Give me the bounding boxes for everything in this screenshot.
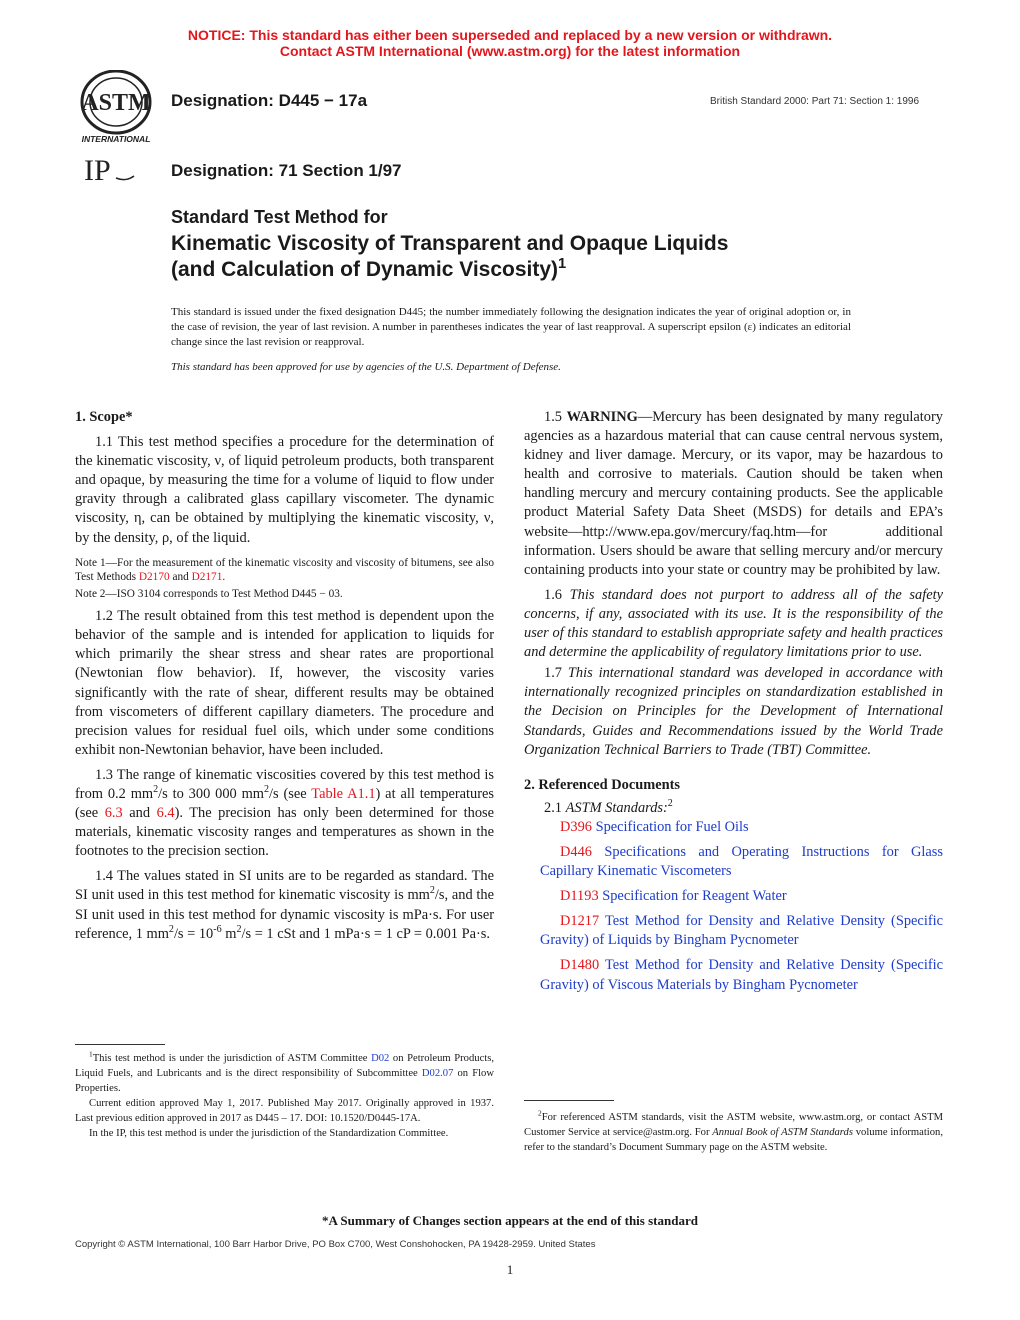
- para-1-4: 1.4 The values stated in SI units are to be regarded as standard. The SI unit used in this test method for kinematic viscosity is $mm^2/s$, and the SI unit used in this test method for dynamic viscosity is mPa·s. For user reference, 1 $mm^2/s = 10^{-6}$ $m^2/s = 1$ cSt and 1 mPa·s = 1 cP = 0.001 Pa·s.: [75, 868, 494, 942]
- title-line-3: (and Calculation of Dynamic Viscosity)$^1$: [171, 256, 567, 281]
- link-6-3[interactable]: 6.3: [104, 805, 123, 822]
- para-1-7: 1.7 This international standard was developed in accordance with internationally recognized principles on standardization established in the Decision on Principles for the Development of International Standards, Guides and Recommendations issued by the World Trade Organization Technical Barriers to Trade (TBT) Committee.: [524, 665, 943, 758]
- footnote-2: $^2$For referenced ASTM standards, visit the ASTM website, www.astm.org, or contact ASTM Customer Service at service@astm.org. For Annual Book of ASTM Standards volume information, refer to the standard’s Document Summary page on the ASTM website.: [524, 1108, 943, 1153]
- designation: Designation: D445 − 17a: [171, 91, 368, 110]
- referenced-documents-list: [524, 818, 943, 995]
- para-2-1: 2.1 ASTM Standards:$^2$: [544, 797, 673, 816]
- para-1-2: 1.2 The result obtained from this test method is dependent upon the behavior of the sample and is intended for application to liquids for which primarily the shear stress and shear rates are proportional (Newtonian flow behavior). If, however, the viscosity varies significantly with the rate of shear, different results may be obtained from viscometers of different capillary diameters. The procedure and precision values for residual fuel oils, which under some conditions exhibit non-Newtonian behavior, have been included.: [75, 608, 494, 758]
- note-2: Note 2—ISO 3104 corresponds to Test Method D445 − 03.: [75, 587, 343, 600]
- svg-text:INTERNATIONAL: INTERNATIONAL: [81, 134, 151, 144]
- list-item[interactable]: D1193 Specification for Reagent Water: [560, 888, 787, 905]
- title-line-1: Standard Test Method for: [171, 207, 388, 227]
- para-1-3: 1.3 The range of kinematic viscosities covered by this test method is from 0.2 $mm^2/s$ to 300 000 $mm^2/s$ (see Table A1.1) at all temperatures (see 6.3 and 6.4). The precision has only been determined for those materials, kinematic viscosity ranges and temperatures as shown in the footnotes to the precision section.: [75, 766, 495, 860]
- notice-line-2: Contact ASTM International (www.astm.org) for the latest information: [279, 43, 741, 59]
- para-1-5: 1.5 WARNING—Mercury has been designated by many regulatory agencies as a hazardous material that can cause central nervous system, kidney and liver damage. Mercury, or its vapor, may be hazardous to health and corrosive to materials. Caution should be taken when handling mercury and mercury containing products. See the applicable product Material Safety Data Sheet (MSDS) for details and EPA’s website—http://www.epa.gov/mercury/faq.htm—for additional information. Users should be aware that selling mercury and/or mercury containing products into your state or country may be prohibited by law.: [524, 409, 943, 578]
- ip-designation: Designation: 71 Section 1/97: [171, 161, 402, 180]
- link-6-4[interactable]: 6.4: [156, 805, 175, 822]
- svg-text:IP: IP: [84, 154, 111, 187]
- svg-text:ASTM: ASTM: [81, 90, 151, 116]
- preamble-issued: This standard is issued under the fixed designation D445; the number immediately following the designation indicates the year of original adoption or, in the case of revision, the year of last revision. A number in parentheses indicates the year of last reapproval. A superscript epsilon (ε) indicates an editorial change since the last revision or reapproval.: [171, 306, 851, 348]
- notice-line-1: NOTICE: This standard has either been superseded and replaced by a new version or withdrawn.: [187, 27, 833, 43]
- link-table-a1-1[interactable]: Table A1.1: [311, 786, 376, 802]
- astm-logo: [70, 70, 162, 148]
- link-d02[interactable]: D02: [371, 1053, 390, 1064]
- right-column: [524, 408, 943, 995]
- para-1-6: 1.6 This standard does not purport to address all of the safety concerns, if any, associated with its use. It is the responsibility of the user of this standard to establish appropriate safety and health practices and determine the applicability of regulatory limitations prior to use.: [524, 586, 943, 661]
- link-d2170[interactable]: D2170: [138, 571, 170, 584]
- note-1: Note 1—For the measurement of the kinematic viscosity and viscosity of bitumens, see also Test Methods D2170 and D2171.: [75, 556, 494, 584]
- british-standard: British Standard 2000: Part 71: Section 1: 1996: [710, 96, 920, 107]
- section-1-heading: 1. Scope*: [75, 409, 133, 425]
- footnote-1-ip: In the IP, this test method is under the jurisdiction of the Standardization Committee.: [89, 1128, 449, 1139]
- copyright: Copyright © ASTM International, 100 Barr Harbor Drive, PO Box C700, West Conshohocken, PA 19428-2959. United States: [75, 1239, 596, 1250]
- list-item[interactable]: D446 Specifications and Operating Instructions for Glass Capillary Kinematic Viscometers: [540, 843, 943, 880]
- section-2-heading: 2. Referenced Documents: [524, 776, 680, 793]
- footnote-rule-left: [75, 1044, 165, 1045]
- astm-logo-icon: [70, 70, 162, 148]
- list-item[interactable]: D1217 Test Method for Density and Relative Density (Specific Gravity) of Liquids by Bingham Pycnometer: [540, 913, 943, 949]
- list-item[interactable]: D1480 Test Method for Density and Relative Density (Specific Gravity) of Viscous Materials by Bingham Pycnometer: [540, 957, 943, 993]
- footnote-rule-right: [524, 1100, 614, 1101]
- list-item[interactable]: D396 Specification for Fuel Oils: [560, 818, 749, 835]
- footnote-1-edition: Current edition approved May 1, 2017. Published May 2017. Originally approved in 1937. Last previous edition approved in 2017 as D445 – 17. DOI: 10.1520/D0445-17A.: [75, 1098, 494, 1124]
- ip-logo: [80, 152, 138, 188]
- left-column: [75, 408, 494, 944]
- summary-of-changes-note: *A Summary of Changes section appears at the end of this standard: [322, 1213, 698, 1228]
- ip-logo-icon: [80, 152, 138, 188]
- link-d2171[interactable]: D2171: [191, 571, 223, 584]
- preamble-dod: This standard has been approved for use by agencies of the U.S. Department of Defense.: [171, 361, 561, 373]
- link-d02-07[interactable]: D02.07: [421, 1068, 454, 1079]
- title-line-2: Kinematic Viscosity of Transparent and Opaque Liquids: [171, 232, 729, 255]
- footnote-1: $^1$This test method is under the jurisdiction of ASTM Committee D02 on Petroleum Products, Liquid Fuels, and Lubricants and is the direct responsibility of Subcommittee D02.07 on Flow Properties. Current edition approved May 1, 2017. Published May 2017. Originally approved in 1937. Last previous edition approved in 2017 as D445 – 17. DOI: 10.1520/D0445-17A. In the IP, this test method is under the jurisdiction of the Standardization Committee.: [75, 1049, 494, 1139]
- para-1-1: 1.1 This test method specifies a procedure for the determination of the kinematic viscosity, ν, of liquid petroleum products, both transparent and opaque, by measuring the time for a volume of liquid to flow under gravity through a calibrated glass capillary viscometer. The dynamic viscosity, η, can be obtained by multiplying the kinematic viscosity, ν, by the density, ρ, of the liquid.: [75, 434, 494, 546]
- page-number: 1: [506, 1262, 514, 1277]
